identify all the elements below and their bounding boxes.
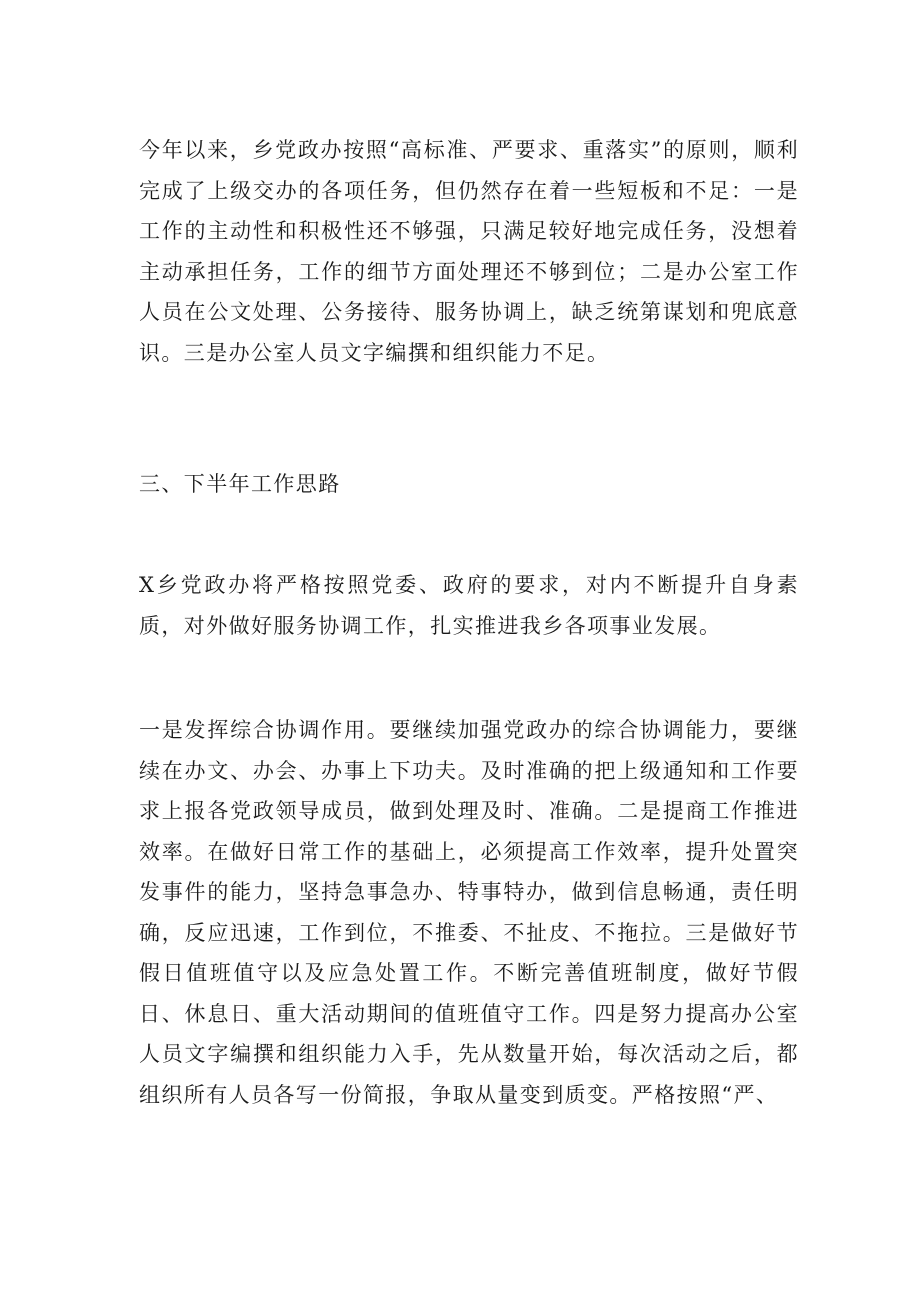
paragraph-shortcomings: 今年以来，乡党政办按照“高标准、严要求、重落实”的原则，顺利完成了上级交办的各项任务，但仍然存在着一些短板和不足：一是工作的主动性和积极性还不够强，只满足较好地完成任务，没想着主动承担任务，工作的细节方面处理还不够到位；二是办公室工作人员在公文处理、公务接待、服务协调上，缺乏统第谋划和兜底意识。三是办公室人员文字编撰和组织能力不足。 [139, 138, 799, 365]
section-heading: 三、下半年工作思路 [139, 472, 341, 496]
paragraph-intro: X乡党政办将严格按照党委、政府的要求，对内不断提升自身素质，对外做好服务协调工作，扎实推进我乡各项事业发展。 [139, 573, 799, 638]
paragraph-work-plan: 一是发挥综合协调作用。要继续加强党政办的综合协调能力，要继续在办文、办会、办事上下功夫。及时准确的把上级通知和工作要求上报各党政领导成员，做到处理及时、准确。二是提商工作推进效率。在做好日常工作的基础上，必须提高工作效率，提升处置突发事件的能力，坚持急事急办、特事特办，做到信息畅通，责任明确，反应迅速，工作到位，不推委、不扯皮、不拖拉。三是做好节假日值班值守以及应急处置工作。不断完善值班制度，做好节假日、休息日、重大活动期间的值班值守工作。四是努力提高办公室人员文字编撰和组织能力入手，先从数量开始，每次活动之后，都组织所有人员各写一份简报，争取从量变到质变。严格按照“严、 [139, 718, 799, 1107]
